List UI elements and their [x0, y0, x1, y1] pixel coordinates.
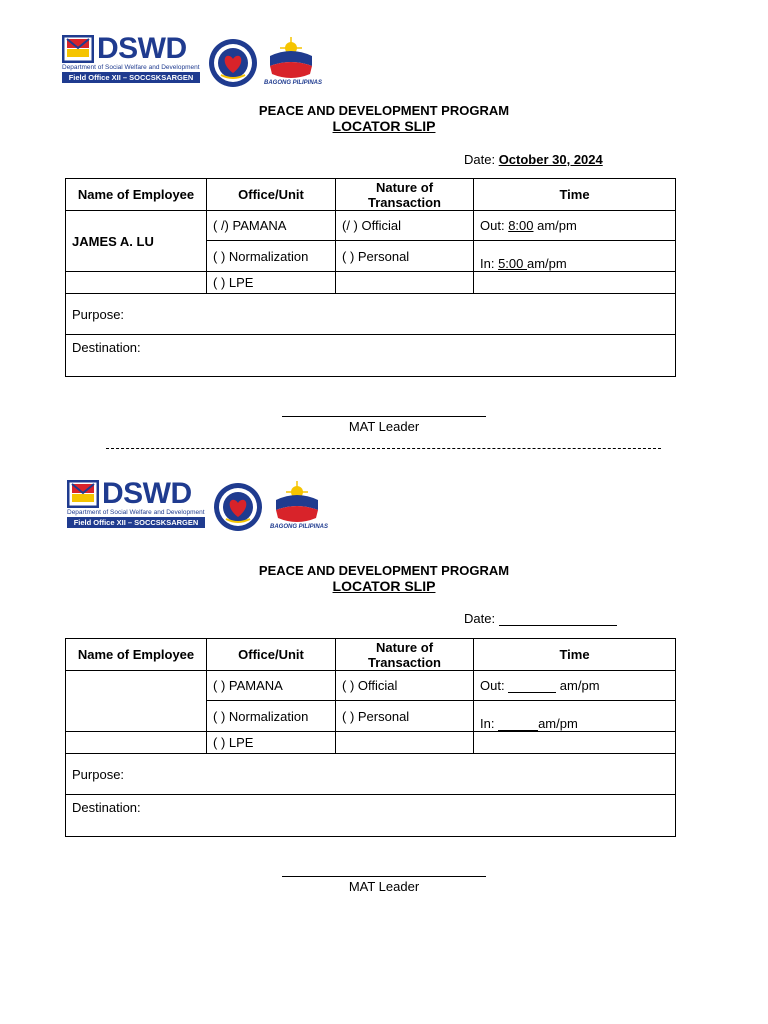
- slip-title: LOCATOR SLIP: [332, 578, 436, 594]
- dswd-emblem-icon: [62, 35, 94, 63]
- time-out: Out: am/pm: [474, 671, 676, 701]
- date-row: [464, 611, 617, 626]
- nature-option-official[interactable]: ( ) Official: [336, 671, 474, 701]
- dswd-subtitle: Department of Social Welfare and Development: [62, 64, 200, 71]
- empty-cell: [474, 272, 676, 294]
- office-option-normalization[interactable]: ( ) Normalization: [207, 701, 336, 732]
- program-title: PEACE AND DEVELOPMENT PROGRAM: [258, 563, 510, 578]
- employee-name: JAMES A. LU: [66, 211, 207, 272]
- nature-option-personal[interactable]: ( ) Personal: [336, 241, 474, 272]
- time-in: In: am/pm: [474, 701, 676, 732]
- purpose-label: Purpose:: [72, 766, 125, 782]
- time-out-value: 8:00: [508, 218, 534, 233]
- date-row: [464, 152, 603, 167]
- office-option-pamana[interactable]: ( /) PAMANA: [207, 211, 336, 241]
- bagong-pilipinas-logo: [268, 480, 329, 534]
- header-time: Time: [474, 179, 676, 211]
- empty-cell: [66, 272, 207, 294]
- date-label: Date:: [464, 611, 499, 626]
- dswd-logo: [67, 479, 207, 529]
- cut-line: [106, 448, 661, 449]
- header-office-unit: Office/Unit: [207, 179, 336, 211]
- date-value: October 30, 2024: [498, 152, 603, 167]
- employee-name-field[interactable]: [66, 671, 207, 732]
- field-office-bar: Field Office XII – SOCCSKSARGEN: [62, 72, 200, 83]
- purpose-field[interactable]: [66, 754, 676, 795]
- purpose-label: Purpose:: [72, 306, 125, 322]
- empty-cell: [474, 732, 676, 754]
- time-in-blank[interactable]: [498, 718, 538, 731]
- dswd-logo: [62, 34, 202, 84]
- time-in-value: 5:00: [498, 256, 527, 271]
- header-time: Time: [474, 639, 676, 671]
- dswd-subtitle: Department of Social Welfare and Development: [67, 509, 205, 516]
- time-out: Out: 8:00 am/pm: [474, 211, 676, 241]
- office-option-lpe[interactable]: ( ) LPE: [207, 732, 336, 754]
- empty-cell: [336, 272, 474, 294]
- header-nature-of-transaction: Nature of Transaction: [336, 179, 474, 211]
- bagong-pilipinas-text: BAGONG PILIPINAS: [264, 80, 323, 86]
- destination-field[interactable]: [66, 795, 676, 837]
- bagong-pilipinas-logo: [262, 36, 323, 90]
- destination-label: Destination:: [72, 800, 141, 815]
- pdp-seal-icon: [207, 37, 259, 89]
- slip-title: LOCATOR SLIP: [332, 118, 436, 134]
- header-name-of-employee: Name of Employee: [66, 639, 207, 671]
- signatory-label: MAT Leader: [348, 419, 420, 434]
- pdp-seal-icon: [212, 481, 264, 533]
- dswd-wordmark: DSWD: [97, 32, 187, 65]
- seal-logo: [212, 481, 264, 533]
- signature-line: [282, 876, 486, 877]
- office-option-pamana[interactable]: ( ) PAMANA: [207, 671, 336, 701]
- signatory-label: MAT Leader: [348, 879, 420, 894]
- office-option-lpe[interactable]: ( ) LPE: [207, 272, 336, 294]
- header-office-unit: Office/Unit: [207, 639, 336, 671]
- header-name-of-employee: Name of Employee: [66, 179, 207, 211]
- empty-cell: [336, 732, 474, 754]
- locator-table-2: [65, 638, 676, 837]
- header-nature-of-transaction: Nature of Transaction: [336, 639, 474, 671]
- destination-label: Destination:: [72, 340, 141, 355]
- bagong-pilipinas-sun-icon: [262, 36, 320, 82]
- destination-field[interactable]: [66, 335, 676, 377]
- field-office-bar: Field Office XII – SOCCSKSARGEN: [67, 517, 205, 528]
- time-in: In: 5:00 am/pm: [474, 241, 676, 272]
- office-option-normalization[interactable]: ( ) Normalization: [207, 241, 336, 272]
- signature-line: [282, 416, 486, 417]
- date-label: Date:: [464, 152, 499, 167]
- nature-option-personal[interactable]: ( ) Personal: [336, 701, 474, 732]
- dswd-emblem-icon: [67, 480, 99, 508]
- time-out-blank[interactable]: [508, 680, 556, 693]
- nature-option-official[interactable]: (/ ) Official: [336, 211, 474, 241]
- dswd-wordmark: DSWD: [102, 477, 192, 510]
- bagong-pilipinas-text: BAGONG PILIPINAS: [270, 524, 329, 530]
- bagong-pilipinas-sun-icon: [268, 480, 326, 526]
- date-blank[interactable]: [499, 611, 617, 626]
- purpose-field[interactable]: [66, 294, 676, 335]
- locator-table-1: [65, 178, 676, 377]
- seal-logo: [207, 37, 259, 89]
- program-title: PEACE AND DEVELOPMENT PROGRAM: [258, 103, 510, 118]
- empty-cell: [66, 732, 207, 754]
